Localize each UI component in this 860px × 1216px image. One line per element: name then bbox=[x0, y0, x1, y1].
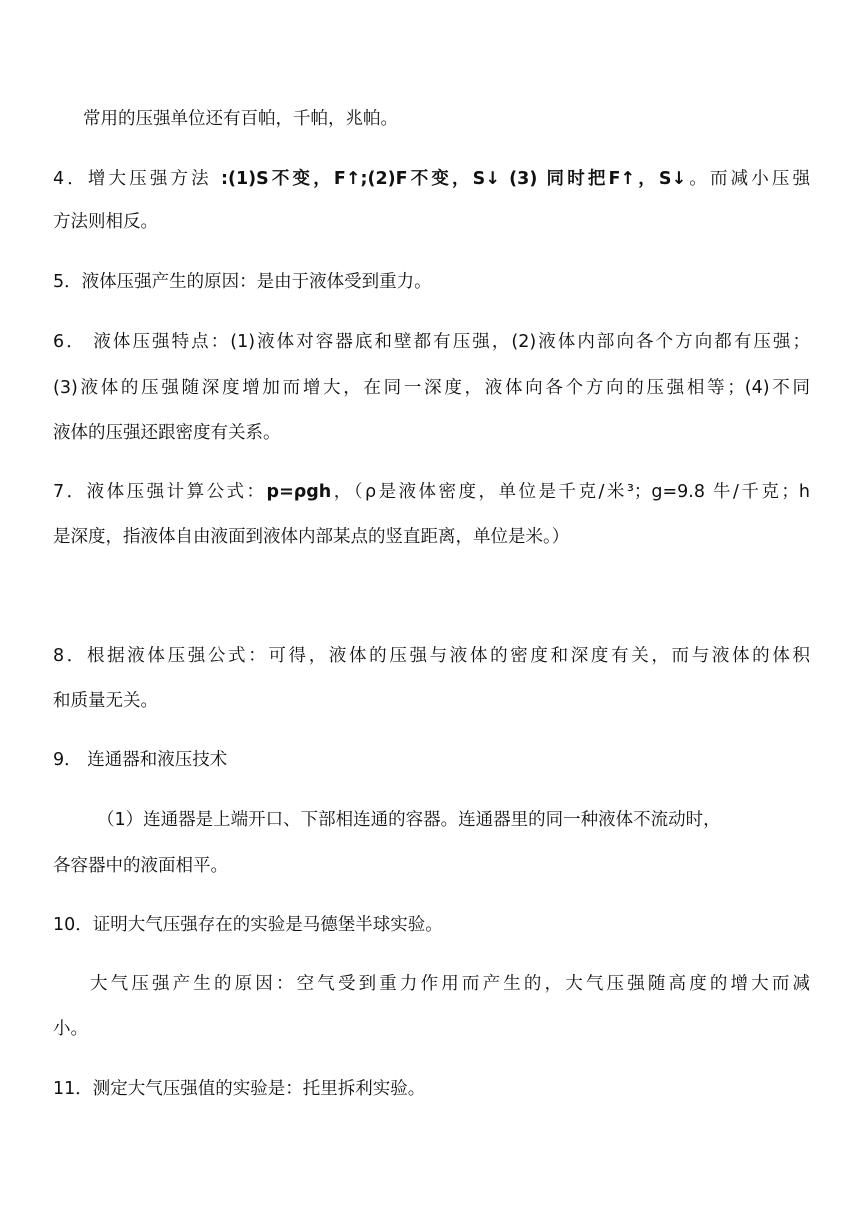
item-5: 5．液体压强产生的原因：是由于液体受到重力。 bbox=[53, 272, 432, 292]
item-6-line-3: 液体的压强还跟密度有关系。 bbox=[53, 423, 281, 443]
item-10: 10．证明大气压强存在的实验是马德堡半球实验。 bbox=[53, 915, 443, 935]
item-7-suffix: ，（ρ是液体密度，单位是千克/米³；g=9.8 牛/千克；h bbox=[331, 482, 810, 502]
pressure-units-note: 常用的压强单位还有百帕，千帕，兆帕。 bbox=[83, 109, 398, 129]
item-7-prefix: 7．液体压强计算公式： bbox=[53, 482, 267, 502]
item-4-prefix: 4．增大压强方法 bbox=[53, 169, 212, 189]
item-8-line-1: 8．根据液体压强公式：可得，液体的压强与液体的密度和深度有关，而与液体的体积 bbox=[53, 646, 810, 666]
item-4-methods: :(1)S不变，F↑;(2)F不变，S↓ (3) 同时把F↑，S↓ bbox=[211, 169, 687, 189]
item-8-line-2: 和质量无关。 bbox=[53, 691, 158, 711]
item-9-1-line-1: （1）连通器是上端开口、下部相连通的容器。连通器里的同一种液体不流动时， bbox=[97, 810, 721, 830]
item-10-note-line-2: 小。 bbox=[53, 1019, 88, 1039]
item-4-suffix: 。而减小压强 bbox=[686, 169, 811, 189]
item-9-heading: 9． 连通器和液压技术 bbox=[53, 750, 228, 770]
item-4-line-1 bbox=[53, 168, 810, 190]
item-9-1-line-2: 各容器中的液面相平。 bbox=[53, 856, 228, 876]
pressure-formula: p=ρgh bbox=[266, 482, 332, 502]
item-10-note-line-1: 大气压强产生的原因：空气受到重力作用而产生的，大气压强随高度的增大而减 bbox=[90, 974, 810, 994]
item-6-line-1: 6． 液体压强特点：(1)液体对容器底和壁都有压强，(2)液体内部向各个方向都有压强； bbox=[53, 332, 810, 352]
item-11: 11．测定大气压强值的实验是：托里拆利实验。 bbox=[53, 1079, 426, 1099]
item-7-line-1 bbox=[53, 481, 810, 503]
item-6-line-2: (3)液体的压强随深度增加而增大，在同一深度，液体向各个方向的压强相等；(4)不同 bbox=[53, 378, 810, 398]
item-4-line-2: 方法则相反。 bbox=[53, 212, 158, 232]
item-7-line-2: 是深度，指液体自由液面到液体内部某点的竖直距离，单位是米。） bbox=[53, 527, 570, 547]
